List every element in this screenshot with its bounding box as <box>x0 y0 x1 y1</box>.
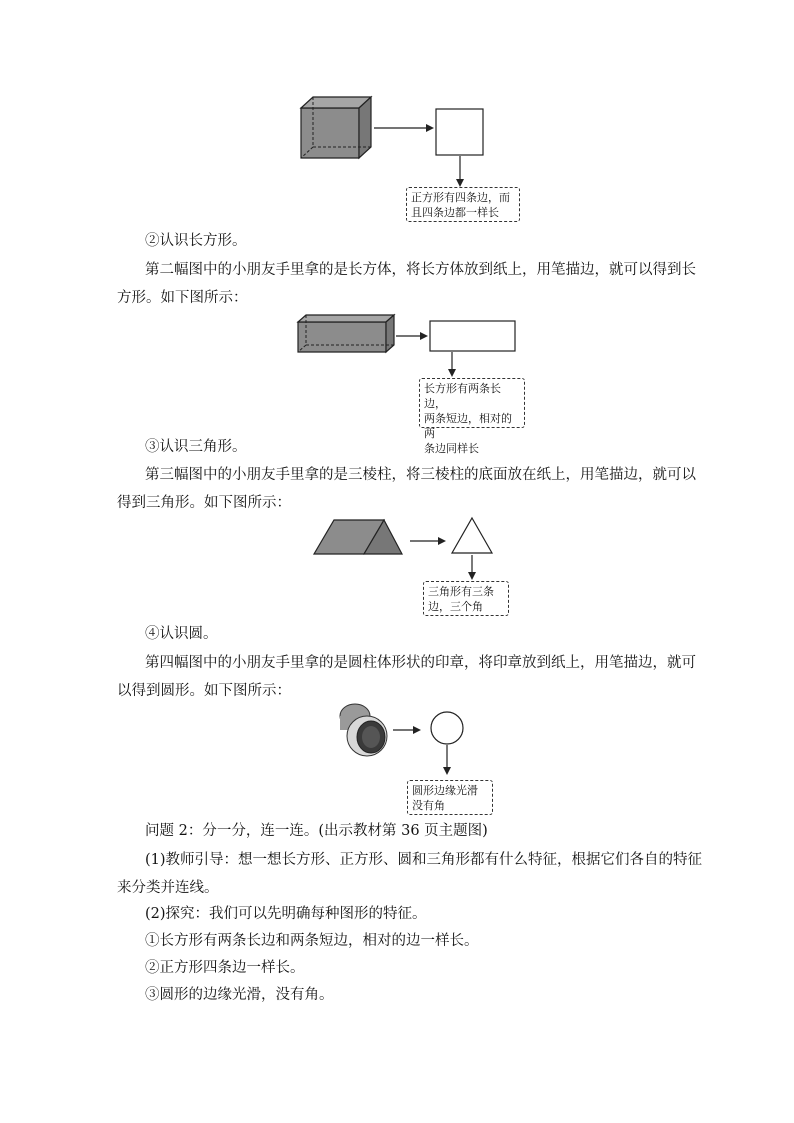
note-line: 长方形有两条长边， <box>424 382 501 410</box>
paragraph: (2)探究：我们可以先明确每种图形的特征。 <box>145 906 427 922</box>
paragraph: 问题 2：分一分，连一连。(出示教材第 36 页主题图) <box>145 823 488 839</box>
paragraph: ④认识圆。 <box>145 626 218 642</box>
paragraph: 得到三角形。如下图所示： <box>117 495 291 511</box>
paragraph: ③圆形的边缘光滑，没有角。 <box>145 987 334 1003</box>
paragraph: ③认识三角形。 <box>145 439 247 455</box>
note-line: 条边同样长 <box>424 442 479 455</box>
note-line: 且四条边都一样长 <box>411 206 499 219</box>
prism-triangle-figure <box>312 515 510 619</box>
square-note <box>406 187 520 222</box>
paragraph: ①长方形有两条长边和两条短边，相对的边一样长。 <box>145 933 479 949</box>
paragraph: ②认识长方形。 <box>145 233 247 249</box>
note-line: 没有角 <box>412 799 445 812</box>
cube-square-figure <box>298 94 524 224</box>
paragraph: 方形。如下图所示： <box>117 290 248 306</box>
note-line: 圆形边缘光滑 <box>412 784 478 797</box>
paragraph: ②正方形四条边一样长。 <box>145 960 305 976</box>
paragraph: 以得到圆形。如下图所示： <box>117 683 291 699</box>
cuboid-rectangle-figure <box>296 312 530 455</box>
paragraph: 第四幅图中的小朋友手里拿的是圆柱体形状的印章，将印章放到纸上，用笔描边，就可 <box>145 655 696 671</box>
note-line: 边，三个角 <box>428 600 483 613</box>
rectangle-note <box>419 378 525 455</box>
paragraph: (1)教师引导：想一想长方形、正方形、圆和三角形都有什么特征，根据它们各自的特征 <box>145 852 703 868</box>
stamp-circle-figure <box>333 700 495 818</box>
note-line: 两条短边，相对的两 <box>424 412 512 440</box>
circle-note <box>407 780 493 815</box>
paragraph: 第二幅图中的小朋友手里拿的是长方体，将长方体放到纸上，用笔描边，就可以得到长 <box>145 262 696 278</box>
paragraph: 第三幅图中的小朋友手里拿的是三棱柱，将三棱柱的底面放在纸上，用笔描边，就可以 <box>145 467 696 483</box>
triangle-note <box>423 581 509 616</box>
note-line: 三角形有三条 <box>428 585 494 598</box>
paragraph: 来分类并连线。 <box>117 880 219 896</box>
note-line: 正方形有四条边，而 <box>411 191 510 204</box>
